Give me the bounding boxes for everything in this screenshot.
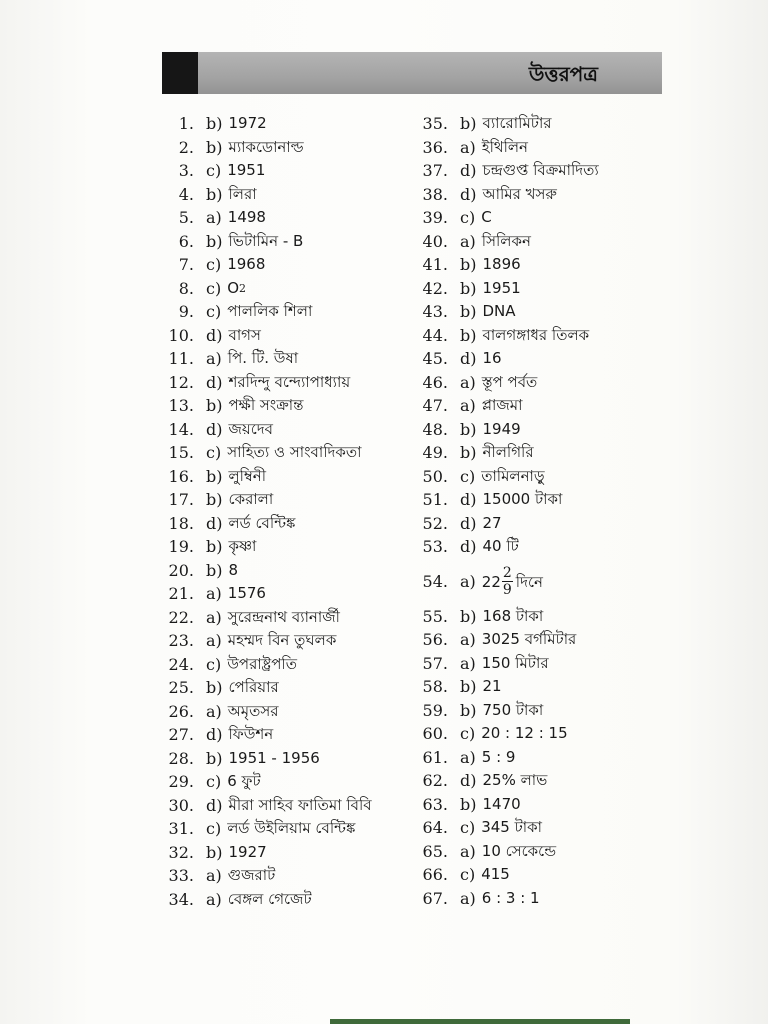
question-number: 49.	[422, 443, 448, 462]
answer-text: 1951	[227, 161, 266, 179]
answer-option: c)	[206, 161, 222, 180]
question-number: 19.	[168, 537, 194, 556]
answer-column-right	[420, 112, 670, 910]
answer-row	[156, 441, 416, 465]
answer-row	[420, 206, 670, 230]
question-number: 13.	[168, 396, 194, 415]
answer-option: d)	[460, 490, 477, 509]
question-number: 36.	[422, 137, 448, 157]
question-number: 20.	[168, 560, 194, 580]
answer-row	[156, 159, 416, 183]
question-number: 34.	[168, 889, 194, 909]
answer-text: 1927	[228, 842, 267, 861]
question-number: 2.	[178, 137, 194, 157]
answer-row	[420, 277, 670, 301]
answer-option: b)	[460, 794, 477, 814]
answer-row	[156, 465, 416, 489]
answer-option: b)	[206, 842, 223, 862]
answer-text: ইথিলিন	[481, 137, 529, 156]
answer-option: d)	[460, 349, 477, 368]
question-number: 67.	[422, 888, 448, 908]
answer-text: বালগঙ্গাধর তিলক	[482, 325, 590, 344]
answer-row	[420, 441, 670, 465]
answer-text: সিলিকন	[481, 231, 531, 250]
answer-option: d)	[460, 771, 477, 790]
question-number: 21.	[168, 584, 194, 603]
answer-row	[156, 112, 416, 136]
question-number: 3.	[178, 161, 194, 180]
question-number: 25.	[168, 678, 194, 697]
answer-row	[420, 605, 670, 629]
answer-suffix: দিনে	[515, 572, 543, 591]
question-number: 4.	[178, 184, 194, 204]
answer-option: b)	[460, 700, 477, 720]
question-number: 48.	[422, 419, 448, 439]
answer-option: c)	[460, 818, 476, 837]
answer-option: b)	[206, 678, 223, 697]
fraction-numerator: 2	[502, 565, 512, 581]
answer-option: d)	[460, 513, 477, 533]
answer-row	[156, 770, 416, 794]
answer-text: 22	[481, 572, 501, 591]
answer-text: 1951	[482, 278, 521, 297]
answer-row	[420, 465, 670, 489]
answer-text: O	[227, 278, 240, 297]
answer-text: C	[481, 208, 492, 226]
answer-option: a)	[206, 208, 222, 227]
question-number: 40.	[422, 231, 448, 251]
header-band	[162, 52, 662, 94]
answer-fraction	[502, 566, 513, 597]
answer-row	[156, 723, 416, 747]
answer-option: d)	[206, 372, 223, 392]
answer-option: a)	[460, 571, 476, 591]
answer-row	[156, 794, 416, 818]
answer-row	[156, 582, 416, 606]
question-number: 27.	[168, 725, 194, 744]
answer-text: নীলগিরি	[482, 443, 534, 461]
answer-option: d)	[206, 325, 223, 345]
answer-option: c)	[206, 255, 222, 274]
answer-text: 25% লাভ	[482, 771, 548, 789]
answer-row	[156, 747, 416, 771]
answer-text: 6 ফুট	[227, 772, 261, 790]
question-number: 16.	[168, 466, 194, 486]
answer-row	[156, 676, 416, 700]
answer-option: d)	[206, 513, 223, 533]
answer-option: b)	[206, 560, 223, 580]
answer-text: ব্যারোমিটার	[482, 114, 552, 132]
answer-subscript: 2	[239, 281, 247, 295]
answer-option: a)	[206, 607, 222, 627]
answer-option: a)	[206, 584, 222, 603]
answer-row	[420, 675, 670, 699]
answer-row	[420, 793, 670, 817]
answer-text: লর্ড বেন্টিঙ্ক	[228, 513, 296, 532]
answer-option: b)	[460, 606, 477, 626]
question-number: 55.	[422, 606, 448, 626]
answer-text: জয়দেব	[228, 419, 273, 438]
answer-row	[156, 136, 416, 160]
answer-row	[156, 559, 416, 583]
answer-option: b)	[206, 466, 223, 486]
answer-option: d)	[206, 725, 223, 744]
answer-text: সুরেন্দ্রনাথ ব্যানার্জী	[227, 607, 340, 626]
answer-text: 27	[482, 513, 502, 532]
answer-text: DNA	[482, 302, 516, 320]
answer-option: d)	[206, 419, 223, 439]
answer-text: অমৃতসর	[227, 701, 279, 720]
answer-text: 8	[228, 560, 239, 579]
answer-option: c)	[206, 819, 222, 838]
answer-row	[156, 206, 416, 230]
answer-row	[420, 652, 670, 676]
answer-text: লর্ড উইলিয়াম বেন্টিঙ্ক	[227, 819, 356, 837]
answer-text: 1968	[227, 255, 266, 273]
answer-text: 150 মিটার	[481, 653, 549, 672]
answer-option: a)	[460, 653, 476, 673]
question-number: 22.	[168, 607, 194, 627]
question-number: 54.	[422, 571, 448, 591]
answer-text: গুজরাট	[227, 866, 276, 884]
answer-text: 1949	[482, 419, 521, 438]
fraction-denominator: 9	[502, 582, 512, 598]
answer-text: 3025 বর্গমিটার	[481, 630, 577, 648]
answer-option: c)	[460, 466, 476, 486]
question-number: 33.	[168, 866, 194, 885]
answer-option: a)	[206, 889, 222, 909]
answer-row	[420, 300, 670, 324]
answer-row	[420, 159, 670, 183]
answer-option: b)	[460, 419, 477, 439]
question-number: 26.	[168, 701, 194, 721]
answer-row	[156, 629, 416, 653]
answer-text: 6 : 3 : 1	[481, 888, 540, 907]
answer-text: চন্দ্রগুপ্ত বিক্রমাদিত্য	[482, 161, 599, 179]
question-number: 46.	[422, 372, 448, 392]
answer-option: a)	[460, 231, 476, 251]
answer-row	[156, 841, 416, 865]
question-number: 31.	[168, 819, 194, 838]
answer-row	[420, 628, 670, 652]
answer-option: a)	[206, 866, 222, 885]
answer-row	[420, 887, 670, 911]
answer-row	[156, 535, 416, 559]
answer-text: 15000 টাকা	[482, 490, 563, 508]
answer-text: 40 টি	[482, 537, 519, 555]
answer-row	[156, 324, 416, 348]
answer-text: 1972	[228, 114, 267, 132]
answer-option: b)	[206, 490, 223, 509]
answer-text: 1470	[482, 794, 521, 813]
answer-option: a)	[206, 631, 222, 650]
answer-text: বেঙ্গল গেজেট	[227, 889, 312, 908]
answer-option: b)	[460, 278, 477, 298]
answer-option: b)	[460, 443, 477, 462]
answer-option: a)	[460, 841, 476, 861]
answer-row	[420, 418, 670, 442]
question-number: 6.	[178, 231, 194, 251]
answer-option: b)	[206, 537, 223, 556]
question-number: 61.	[422, 747, 448, 767]
answer-row	[420, 840, 670, 864]
answer-option: a)	[206, 701, 222, 721]
answer-text: মীরা সাহিব ফাতিমা বিবি	[228, 795, 372, 814]
bottom-edge-strip	[330, 1019, 630, 1024]
question-number: 8.	[178, 278, 194, 298]
answer-text: সাহিত্য ও সাংবাদিকতা	[227, 443, 362, 461]
answer-option: c)	[206, 302, 222, 321]
answer-option: c)	[460, 724, 476, 743]
answer-option: b)	[460, 325, 477, 345]
question-number: 57.	[422, 653, 448, 673]
answer-row	[156, 230, 416, 254]
answer-row	[420, 488, 670, 512]
answer-row	[156, 418, 416, 442]
answer-row	[156, 653, 416, 677]
answer-text: তামিলনাড়ু	[481, 466, 545, 485]
question-number: 64.	[422, 818, 448, 837]
answer-row	[420, 535, 670, 559]
answer-option: a)	[460, 630, 476, 649]
answer-option: b)	[206, 748, 223, 768]
answer-option: b)	[460, 255, 477, 274]
question-number: 11.	[168, 349, 194, 368]
answer-row	[156, 606, 416, 630]
answer-text: 16	[482, 349, 502, 367]
answer-option: c)	[206, 278, 222, 298]
answer-row	[156, 300, 416, 324]
answer-text: লুম্বিনী	[228, 466, 267, 485]
answer-row	[420, 347, 670, 371]
answer-option: b)	[206, 396, 223, 415]
answer-text: 415	[481, 865, 510, 883]
question-number: 43.	[422, 302, 448, 321]
answer-row	[420, 816, 670, 840]
question-number: 32.	[168, 842, 194, 862]
answer-row	[420, 183, 670, 207]
question-number: 17.	[168, 490, 194, 509]
answer-text: পাললিক শিলা	[227, 302, 313, 320]
answer-row	[420, 394, 670, 418]
answer-row	[156, 512, 416, 536]
answer-row	[420, 559, 670, 605]
answer-row	[420, 769, 670, 793]
question-number: 28.	[168, 748, 194, 768]
answer-option: a)	[460, 372, 476, 392]
answer-option: b)	[206, 114, 223, 133]
answer-text: 10 সেকেন্ডে	[481, 841, 557, 860]
question-number: 5.	[178, 208, 194, 227]
answer-text: ম্যাকডোনাল্ড	[228, 137, 304, 156]
answer-text: উপরাষ্ট্রপতি	[227, 654, 297, 673]
answer-row	[420, 722, 670, 746]
answer-option: b)	[460, 114, 477, 133]
question-number: 45.	[422, 349, 448, 368]
answer-option: a)	[460, 396, 476, 415]
question-number: 18.	[168, 513, 194, 533]
answer-row	[156, 277, 416, 301]
answer-option: d)	[460, 161, 477, 180]
answer-row	[156, 888, 416, 912]
answer-option: b)	[460, 677, 477, 696]
answer-row	[156, 864, 416, 888]
answer-text: 345 টাকা	[481, 818, 542, 836]
answer-row	[156, 371, 416, 395]
answer-row	[156, 700, 416, 724]
page-title: উত্তরপত্র	[528, 62, 598, 86]
question-number: 58.	[422, 677, 448, 696]
answer-row	[420, 230, 670, 254]
question-number: 53.	[422, 537, 448, 556]
question-number: 41.	[422, 255, 448, 274]
answer-text: পি. টি. উষা	[227, 349, 299, 367]
answer-row	[156, 817, 416, 841]
question-number: 23.	[168, 631, 194, 650]
answer-row	[420, 371, 670, 395]
answer-text: 20 : 12 : 15	[481, 724, 568, 742]
question-number: 39.	[422, 208, 448, 227]
question-number: 15.	[168, 443, 194, 462]
answer-text: ফিউশন	[228, 725, 274, 743]
answer-text: 1498	[227, 208, 266, 226]
answer-option: a)	[206, 349, 222, 368]
question-number: 9.	[178, 302, 194, 321]
answer-option: c)	[206, 443, 222, 462]
answer-option: a)	[460, 747, 476, 767]
question-number: 56.	[422, 630, 448, 649]
answer-row	[156, 347, 416, 371]
answer-text: 1576	[227, 584, 266, 602]
question-number: 42.	[422, 278, 448, 298]
answer-option: c)	[206, 654, 222, 674]
answer-option: b)	[206, 184, 223, 204]
question-number: 52.	[422, 513, 448, 533]
answer-text: বাগস	[228, 325, 261, 344]
answer-option: a)	[460, 888, 476, 908]
answer-option: c)	[460, 865, 476, 884]
question-number: 10.	[168, 325, 194, 345]
question-number: 24.	[168, 654, 194, 674]
answer-row	[420, 746, 670, 770]
answer-option: a)	[460, 137, 476, 157]
question-number: 66.	[422, 865, 448, 884]
answer-option: c)	[460, 208, 476, 227]
answer-row	[156, 183, 416, 207]
answer-text: 750 টাকা	[482, 700, 544, 719]
answer-text: প্লাজমা	[481, 396, 523, 414]
question-number: 37.	[422, 161, 448, 180]
answer-text: 5 : 9	[481, 747, 516, 766]
answer-row	[420, 863, 670, 887]
answer-text: লিরা	[228, 184, 257, 203]
answer-text: 1896	[482, 255, 521, 273]
question-number: 35.	[422, 114, 448, 133]
question-number: 47.	[422, 396, 448, 415]
header-black-block	[162, 52, 198, 94]
question-number: 29.	[168, 772, 194, 791]
answer-row	[156, 253, 416, 277]
answer-row	[420, 512, 670, 536]
question-number: 65.	[422, 841, 448, 861]
answer-row	[420, 136, 670, 160]
answer-text: 168 টাকা	[482, 606, 544, 625]
question-number: 50.	[422, 466, 448, 486]
question-number: 7.	[178, 255, 194, 274]
answer-text: 21	[482, 677, 502, 695]
answer-text: মহম্মদ বিন তুঘলক	[227, 631, 337, 649]
answer-text: আমির খসরু	[482, 184, 557, 203]
question-number: 60.	[422, 724, 448, 743]
question-number: 44.	[422, 325, 448, 345]
answer-option: b)	[460, 302, 477, 321]
answer-row	[420, 699, 670, 723]
answer-option: d)	[206, 795, 223, 815]
answer-text: কৃষ্ণা	[228, 537, 257, 555]
answer-option: b)	[206, 231, 223, 251]
answer-row	[420, 253, 670, 277]
answer-option: b)	[206, 137, 223, 157]
answer-option: d)	[460, 184, 477, 204]
answer-option: d)	[460, 537, 477, 556]
answer-option: c)	[206, 772, 222, 791]
answer-row	[156, 488, 416, 512]
answer-row	[420, 112, 670, 136]
question-number: 62.	[422, 771, 448, 790]
question-number: 30.	[168, 795, 194, 815]
answer-text: শরদিন্দু বন্দ্যোপাধ্যায়	[228, 372, 351, 391]
question-number: 38.	[422, 184, 448, 204]
question-number: 12.	[168, 372, 194, 392]
answer-row	[420, 324, 670, 348]
question-number: 1.	[178, 114, 194, 133]
answer-text: পক্ষী সংক্রান্ত	[228, 396, 304, 414]
answer-text: স্তূপ পর্বত	[481, 372, 538, 391]
answer-text: কেরালা	[228, 490, 274, 508]
question-number: 63.	[422, 794, 448, 814]
answer-text: পেরিয়ার	[228, 678, 279, 696]
question-number: 51.	[422, 490, 448, 509]
answer-column-left	[156, 112, 416, 911]
answer-text: 1951 - 1956	[228, 748, 320, 767]
question-number: 14.	[168, 419, 194, 439]
answer-text: ভিটামিন - B	[228, 231, 304, 250]
answer-row	[156, 394, 416, 418]
question-number: 59.	[422, 700, 448, 720]
